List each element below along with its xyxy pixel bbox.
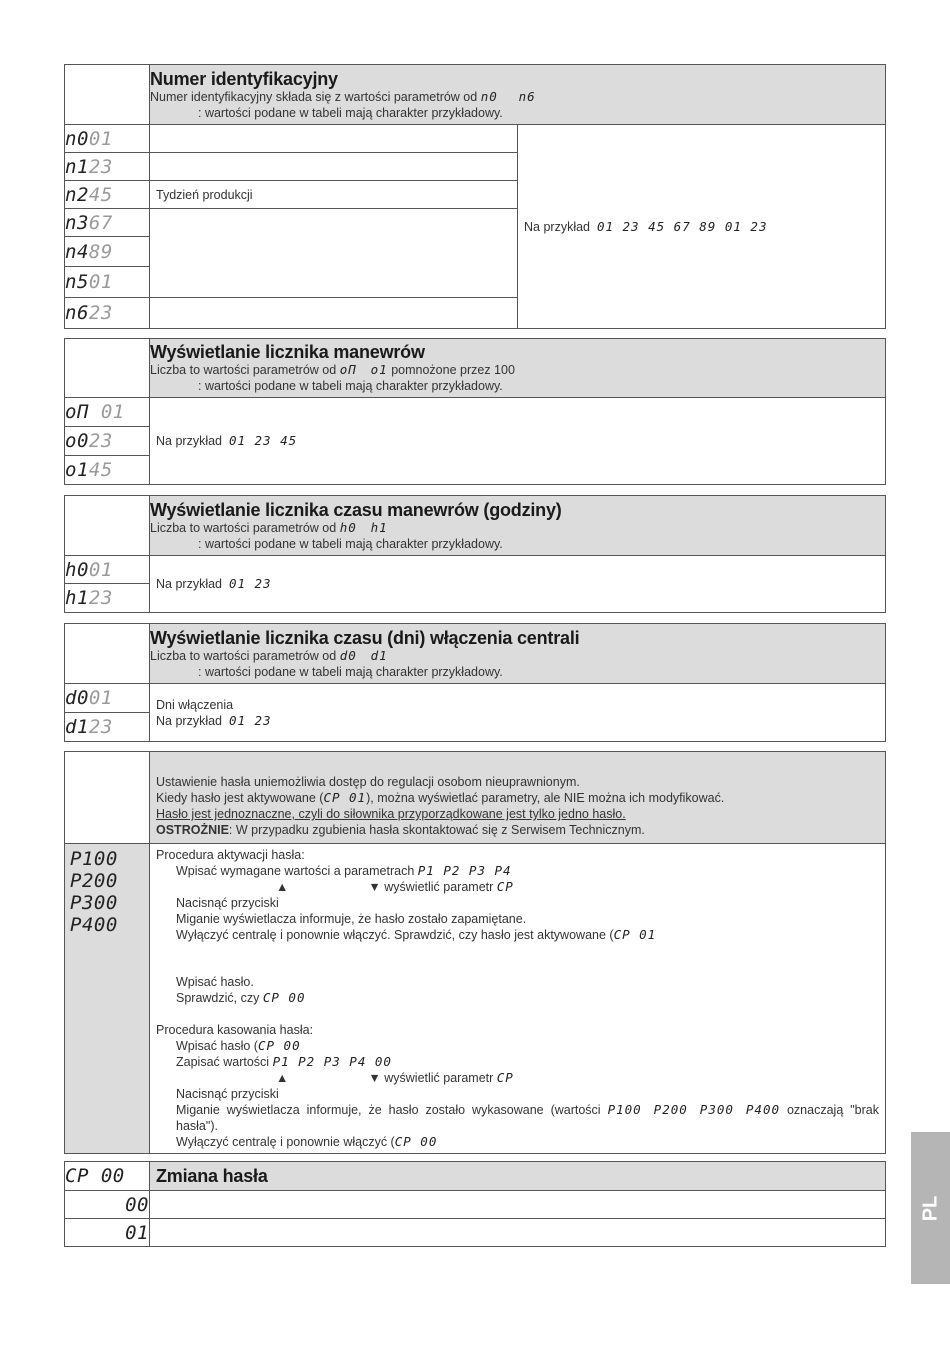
header-code-cell	[65, 496, 150, 556]
param-code: d001	[65, 684, 150, 713]
param-label	[150, 298, 518, 329]
example-cell: Na przykład 01 23 45 67 89 01 23	[518, 125, 886, 329]
param-value: 01	[65, 1219, 150, 1247]
param-code: n001	[65, 125, 150, 153]
password-warning: OSTROŻNIE: W przypadku zgubienia hasła skontaktować się z Serwisem Technicznym.	[156, 823, 645, 837]
param-label	[150, 125, 518, 153]
section-title: Wyświetlanie licznika czasu manewrów (godziny)	[150, 499, 562, 520]
id-number-header	[150, 65, 886, 125]
days-label: Dni włączenia	[156, 697, 234, 712]
param-code: CP 00	[65, 1162, 150, 1191]
activation-title: Procedura aktywacji hasła:	[156, 848, 305, 862]
power-on-days-table	[64, 623, 886, 742]
param-code: n367	[65, 209, 150, 237]
example-cell: Dni włączenia Na przykład 01 23	[150, 684, 886, 742]
maneuver-time-header	[150, 496, 886, 556]
param-code: h001	[65, 556, 150, 584]
section-title: Wyświetlanie licznika czasu (dni) włączenia centrali	[150, 627, 580, 648]
value-description	[150, 1219, 886, 1247]
param-code: P200	[70, 870, 118, 892]
section-description: Liczba to wartości parametrów od oΠ o1 pomnożone przez 100	[150, 362, 515, 377]
password-table	[64, 751, 886, 1154]
header-code-cell	[65, 65, 150, 125]
param-code: P400	[70, 914, 118, 936]
header-code-cell	[65, 752, 150, 844]
maneuver-time-table	[64, 495, 886, 613]
section-note: : wartości podane w tabeli mają charakter przykładowy.	[198, 536, 503, 551]
password-change-header	[150, 1162, 886, 1191]
deletion-title: Procedura kasowania hasła:	[156, 1023, 314, 1037]
section-title: Wyświetlanie licznika manewrów	[150, 342, 425, 362]
password-intro: Ustawienie hasła uniemożliwia dostęp do regulacji osobom nieuprawnionym.	[156, 775, 580, 789]
section-title: Numer identyfikacyjny	[150, 68, 338, 89]
param-code: n623	[65, 298, 150, 329]
param-label: Tydzień produkcji	[150, 181, 518, 209]
section-description: Numer identyfikacyjny składa się z wartości parametrów od n0 n6	[150, 88, 536, 104]
language-tab	[911, 1132, 950, 1284]
section-note: : wartości podane w tabeli mają charakter przykładowy.	[198, 105, 503, 120]
password-active-note: Kiedy hasło jest aktywowane (CP 01), można wyświetlać parametry, ale NIE można ich modyfikować.	[156, 790, 725, 805]
param-code: n245	[65, 181, 150, 209]
maneuver-counter-header	[150, 339, 886, 398]
password-procedures: Procedura aktywacji hasła: Wpisać wymagane wartości a parametrach P1 P2 P3 P4 ▲ ▼ wyświetlić parametr CP Nacisnąć przyciski Miganie wyświetlacza informuje, że hasło zostało zapamiętane. Wyłączyć centralę i ponownie włączyć. Sprawdzić, czy hasło jest aktywowane (CP 01 Wpisać hasło. Sprawdzić, czy CP 00 Procedura kasowania hasła: Wpisać hasło (CP 00 Zapisać wartości P1 P2 P3 P4 00 ▲ ▼ wyświetlić parametr CP Nacisnąć przyciski Miganie wyświetlacza informuje, że hasło zostało wykasowane (wartości P100 P200 P300 P400 oznaczają "brak hasła"). Wyłączyć centralę i ponownie włączyć (CP 00	[150, 844, 886, 1154]
section-note: : wartości podane w tabeli mają charakter przykładowy.	[198, 664, 503, 679]
param-code: P300	[70, 892, 118, 914]
password-change-table	[64, 1161, 886, 1247]
param-label	[150, 209, 518, 298]
section-title: Zmiana hasła	[156, 1165, 268, 1186]
password-unique-note: Hasło jest jednoznaczne, czyli do siłownika przyporządkowane jest tylko jedno hasło.	[156, 807, 626, 821]
param-code: o023	[65, 427, 150, 456]
power-on-days-header	[150, 624, 886, 684]
id-number-table	[64, 64, 886, 329]
password-header	[150, 752, 886, 844]
param-label	[150, 153, 518, 181]
param-code: h123	[65, 584, 150, 613]
param-code: o145	[65, 456, 150, 485]
param-code: n489	[65, 237, 150, 267]
header-code-cell	[65, 339, 150, 398]
param-code: oΠ 01	[65, 398, 150, 427]
param-code: d123	[65, 713, 150, 742]
example-cell: Na przykład 01 23	[150, 556, 886, 613]
value-description	[150, 1191, 886, 1219]
param-value: 00	[65, 1191, 150, 1219]
param-code: n501	[65, 267, 150, 298]
section-description: Liczba to wartości parametrów od h0 h1	[150, 519, 388, 535]
language-label: PL	[919, 1195, 941, 1221]
section-note: : wartości podane w tabeli mają charakter przykładowy.	[198, 379, 503, 393]
header-code-cell	[65, 624, 150, 684]
param-code: n123	[65, 153, 150, 181]
section-description: Liczba to wartości parametrów od d0 d1	[150, 647, 388, 663]
password-codes	[65, 844, 150, 1154]
maneuver-counter-table	[64, 338, 886, 485]
param-code: P100	[70, 848, 118, 870]
example-cell: Na przykład 01 23 45	[150, 398, 886, 485]
